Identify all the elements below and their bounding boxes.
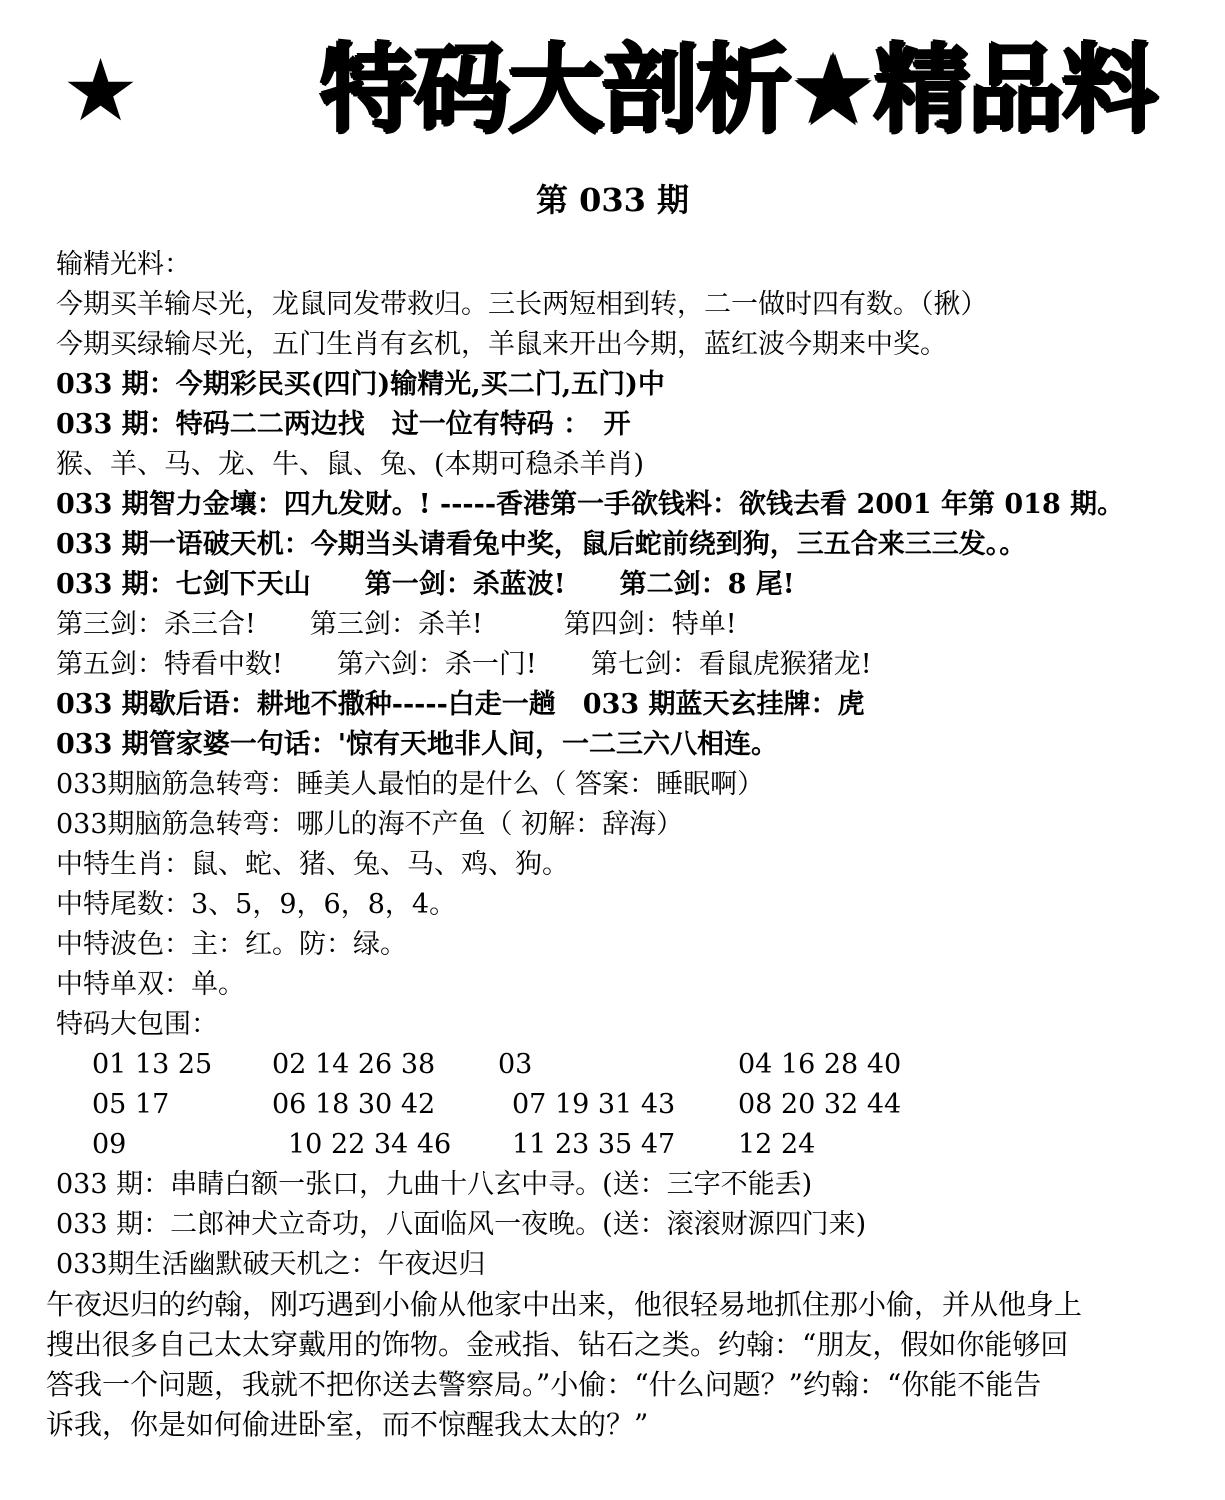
number-group: 05 17 bbox=[92, 1089, 170, 1120]
page-title: 特码大剖析★精品料 bbox=[320, 34, 1157, 146]
text-line: 第五剑：特看中数! 第六剑：杀一门! 第七剑：看鼠虎猴猪龙! bbox=[56, 649, 872, 680]
number-group: 04 16 28 40 bbox=[738, 1049, 902, 1080]
section-heading: 033期生活幽默破天机之：午夜迟归 bbox=[56, 1249, 486, 1280]
text-line: 033 期：特码二二两边找 过一位有特码 ： 开 bbox=[56, 409, 631, 440]
star-icon: ★ bbox=[62, 41, 140, 141]
number-group: 11 23 35 47 bbox=[512, 1129, 676, 1160]
text-line: 猴、羊、马、龙、牛、鼠、兔、(本期可稳杀羊肖) bbox=[56, 449, 645, 480]
text-line: 033 期一语破天机：今期当头请看兔中奖，鼠后蛇前绕到狗，三五合来三三发。。 bbox=[56, 529, 1027, 560]
number-group: 07 19 31 43 bbox=[512, 1089, 676, 1120]
story-line: 诉我，你是如何偷进卧室，而不惊醒我太太的？” bbox=[46, 1408, 649, 1441]
section-heading: 输精光料： bbox=[56, 249, 191, 280]
text-line: 033 期管家婆一句话：'惊有天地非人间，一二三六八相连。 bbox=[56, 729, 779, 760]
text-line: 第三剑：杀三合! 第三剑：杀羊! 第四剑：特单! bbox=[56, 609, 737, 640]
header-banner bbox=[0, 20, 1225, 160]
text-line: 033 期：二郎神犬立奇功，八面临风一夜晚。(送：滚滚财源四门来) bbox=[56, 1209, 867, 1240]
text-line: 033 期智力金壤：四九发财。! -----香港第一手欲钱料：欲钱去看 2001 年第 018 期。 bbox=[56, 489, 1125, 520]
text-line: 033 期：七剑下天山 第一剑：杀蓝波! 第二剑：8 尾! bbox=[56, 569, 795, 600]
issue-number: 第 033 期 bbox=[535, 181, 690, 219]
number-group: 06 18 30 42 bbox=[272, 1089, 436, 1120]
number-group: 09 bbox=[92, 1129, 127, 1160]
number-group: 10 22 34 46 bbox=[288, 1129, 452, 1160]
number-group: 01 13 25 bbox=[92, 1049, 213, 1080]
number-group: 12 24 bbox=[738, 1129, 816, 1160]
section-heading: 特码大包围： bbox=[56, 1009, 218, 1040]
text-line: 033 期：今期彩民买(四门)输精光,买二门,五门)中 bbox=[56, 369, 665, 400]
text-line: 今期买绿输尽光，五门生肖有玄机，羊鼠来开出今期，蓝红波今期来中奖。 bbox=[56, 329, 947, 360]
number-group: 02 14 26 38 bbox=[272, 1049, 436, 1080]
text-line: 033期脑筋急转弯：睡美人最怕的是什么（ 答案：睡眠啊） bbox=[56, 769, 765, 800]
number-group: 08 20 32 44 bbox=[738, 1089, 902, 1120]
number-group: 03 bbox=[498, 1049, 533, 1080]
text-line: 中特尾数：3、5，9，6，8，4。 bbox=[56, 889, 457, 920]
text-line: 中特单双：单。 bbox=[56, 969, 245, 1000]
story-line: 搜出很多自己太太穿戴用的饰物。金戒指、钻石之类。约翰：“朋友，假如你能够回 bbox=[46, 1328, 1069, 1361]
story-line: 午夜迟归的约翰，刚巧遇到小偷从他家中出来，他很轻易地抓住那小偷，并从他身上 bbox=[46, 1288, 1083, 1321]
text-line: 033 期：串睛白额一张口，九曲十八玄中寻。(送：三字不能丢) bbox=[56, 1169, 813, 1200]
text-line: 033期脑筋急转弯：哪儿的海不产鱼（ 初解：辞海） bbox=[56, 809, 684, 840]
story-line: 答我一个问题，我就不把你送去警察局。”小偷：“什么问题？”约翰：“你能不能告 bbox=[46, 1368, 1042, 1401]
text-line: 中特生肖：鼠、蛇、猪、兔、马、鸡、狗。 bbox=[56, 849, 569, 880]
text-line: 今期买羊输尽光，龙鼠同发带救归。三长两短相到转，二一做时四有数。（揪） bbox=[56, 289, 988, 320]
text-line: 033 期歇后语：耕地不撒种-----白走一趟 033 期蓝天玄挂牌：虎 bbox=[56, 689, 865, 720]
text-line: 中特波色：主：红。防：绿。 bbox=[56, 929, 407, 960]
